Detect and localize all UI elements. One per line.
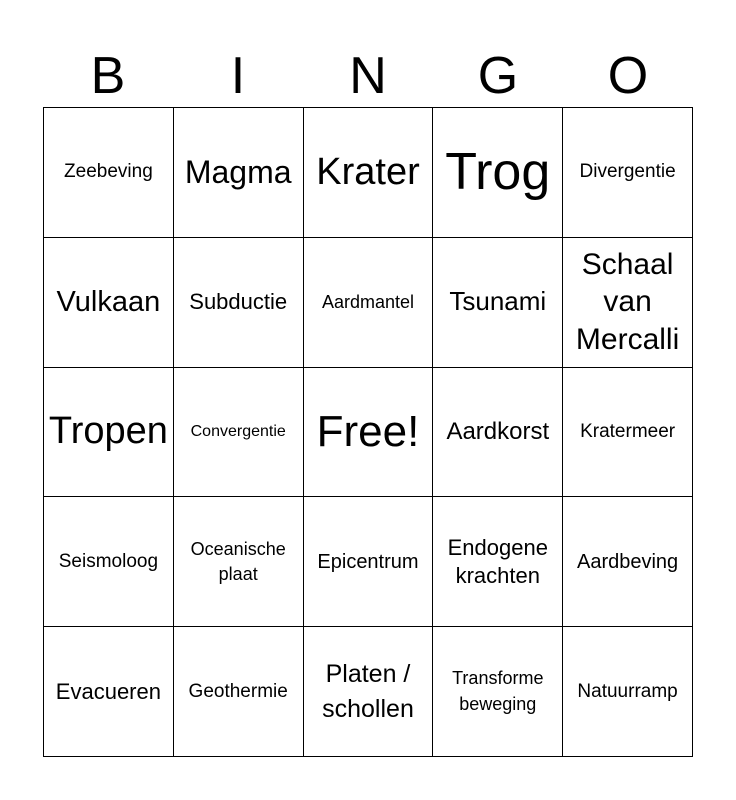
bingo-cell[interactable]: Seismoloog bbox=[44, 497, 174, 627]
bingo-card bbox=[43, 107, 693, 757]
bingo-cell[interactable]: Tsunami bbox=[433, 238, 563, 368]
bingo-cell[interactable]: Vulkaan bbox=[44, 238, 174, 368]
bingo-cell[interactable]: Krater bbox=[304, 108, 434, 238]
bingo-cell[interactable]: Schaal van Mercalli bbox=[563, 238, 693, 368]
bingo-cell[interactable]: Epicentrum bbox=[304, 497, 434, 627]
bingo-cell[interactable]: Aardmantel bbox=[304, 238, 434, 368]
header-letter-g: G bbox=[477, 47, 519, 105]
free-space-cell[interactable]: Free! bbox=[304, 368, 434, 498]
bingo-cell[interactable]: Oceanische plaat bbox=[174, 497, 304, 627]
bingo-cell[interactable]: Convergentie bbox=[174, 368, 304, 498]
bingo-cell[interactable]: Aardkorst bbox=[433, 368, 563, 498]
bingo-cell[interactable]: Zeebeving bbox=[44, 108, 174, 238]
bingo-cell[interactable]: Evacueren bbox=[44, 627, 174, 757]
bingo-cell[interactable]: Natuurramp bbox=[563, 627, 693, 757]
header-letter-b: B bbox=[90, 47, 126, 105]
bingo-header bbox=[43, 48, 693, 104]
bingo-cell[interactable]: Divergentie bbox=[563, 108, 693, 238]
bingo-cell[interactable]: Kratermeer bbox=[563, 368, 693, 498]
header-letter-n: N bbox=[349, 47, 387, 105]
bingo-cell[interactable]: Platen / schollen bbox=[304, 627, 434, 757]
header-letter-i: I bbox=[230, 47, 246, 105]
bingo-cell[interactable]: Endogene krachten bbox=[433, 497, 563, 627]
bingo-cell[interactable]: Geothermie bbox=[174, 627, 304, 757]
bingo-cell[interactable]: Subductie bbox=[174, 238, 304, 368]
bingo-cell[interactable]: Tropen bbox=[44, 368, 174, 498]
header-letter-o: O bbox=[607, 47, 649, 105]
bingo-cell[interactable]: Trog bbox=[433, 108, 563, 238]
bingo-cell[interactable]: Magma bbox=[174, 108, 304, 238]
bingo-cell[interactable]: Aardbeving bbox=[563, 497, 693, 627]
bingo-cell[interactable]: Transforme beweging bbox=[433, 627, 563, 757]
